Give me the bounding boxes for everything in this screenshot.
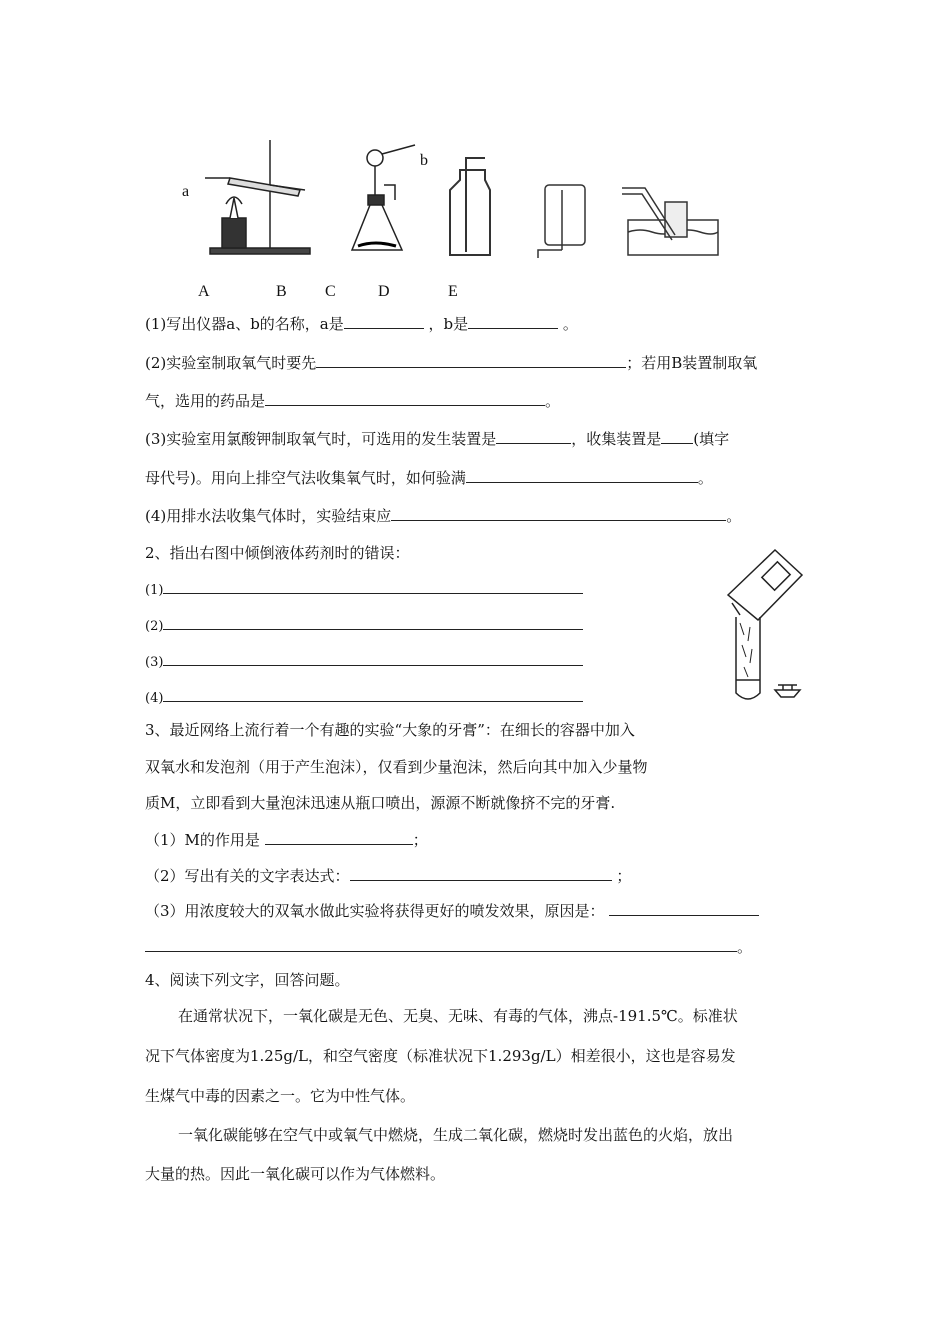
q2-blank-2[interactable] — [163, 614, 583, 630]
label-a: a — [182, 183, 190, 200]
q3-sub-3-text: （3）用浓度较大的双氧水做此实验将获得更好的喷发效果，原因是： — [145, 902, 605, 920]
answer-blank-first-step[interactable] — [316, 352, 626, 368]
caption-c: C — [325, 283, 336, 300]
q3-blank-3b[interactable] — [145, 936, 737, 952]
answer-blank-end-experiment[interactable] — [391, 505, 726, 521]
q1-part1-text-b: ，b是 — [428, 315, 469, 333]
apparatus-figure — [170, 140, 730, 270]
q1-part3-text-d: 母代号)。用向上排空气法收集氧气时，如何验满 — [145, 469, 466, 487]
q1-part3-end: 。 — [697, 469, 713, 487]
q4-para1-line3: 生煤气中毒的因素之一。它为中性气体。 — [145, 1087, 416, 1105]
q3-line-2: 双氧水和发泡剂（用于产生泡沫），仅看到少量泡沫，然后向其中加入少量物 — [145, 758, 648, 776]
answer-blank-reagents[interactable] — [265, 390, 545, 406]
answer-blank-generator[interactable] — [496, 428, 571, 444]
q1-part1-end: 。 — [562, 315, 578, 333]
q2-item-2 — [145, 614, 583, 637]
q1-part3 — [145, 428, 729, 449]
q4-title: 4、阅读下列文字，回答问题。 — [145, 971, 350, 989]
caption-e: E — [448, 283, 458, 300]
caption-b: B — [276, 283, 287, 300]
q1-part4-text: (4)用排水法收集气体时，实验结束应 — [145, 507, 392, 525]
q2-item-1 — [145, 578, 583, 601]
q3-sub-2 — [145, 865, 631, 886]
q3-blank-3a[interactable] — [609, 900, 759, 916]
q2-item-3-label: (3) — [145, 655, 164, 670]
q4-para1-line1: 在通常状况下，一氧化碳是无色、无臭、无味、有毒的气体，沸点-191.5℃。标准状 — [178, 1007, 738, 1025]
q1-part3-text: (3)实验室用氯酸钾制取氧气时，可选用的发生装置是 — [145, 430, 497, 448]
q3-blank-2[interactable] — [350, 865, 612, 881]
label-b: b — [420, 152, 428, 169]
q1-part2-end: 。 — [545, 392, 561, 410]
q1-part2 — [145, 352, 757, 373]
q4-para2-line1: 一氧化碳能够在空气中或氧气中燃烧，生成二氧化碳，燃烧时发出蓝色的火焰，放出 — [178, 1126, 734, 1144]
q3-sub-1-end: ； — [412, 831, 428, 849]
q1-part3-text-b: ，收集装置是 — [571, 430, 662, 448]
q3-sub-3 — [145, 900, 759, 921]
q1-part4-end: 。 — [726, 507, 742, 525]
q3-line-3: 质M，立即看到大量泡沫迅速从瓶口喷出，源源不断就像挤不完的牙膏. — [145, 794, 616, 812]
answer-blank-check-full[interactable] — [466, 467, 698, 483]
q2-item-3 — [145, 650, 583, 673]
q4-para1-line2: 况下气体密度为1.25g/L，和空气密度（标准状况下1.293g/L）相差很小，这也是容易发 — [145, 1047, 736, 1065]
apparatus-b-drawing — [352, 145, 415, 250]
q1-part2-text-b: ；若用B装置制取氧 — [626, 354, 758, 372]
q2-blank-4[interactable] — [163, 686, 583, 702]
q4-para2-line2: 大量的热。因此一氧化碳可以作为气体燃料。 — [145, 1165, 446, 1183]
q1-part3-cont — [145, 467, 713, 488]
q3-sub-1 — [145, 829, 428, 850]
q1-part3-text-c: (填字 — [693, 430, 730, 448]
q3-blank-1[interactable] — [265, 829, 413, 845]
q3-sub-2-end: ； — [616, 867, 632, 885]
apparatus-c-drawing — [450, 158, 490, 255]
caption-d: D — [378, 283, 390, 300]
q2-blank-3[interactable] — [163, 650, 583, 666]
apparatus-e-drawing — [622, 188, 718, 255]
q3-sub-2-text: （2）写出有关的文字表达式： — [145, 867, 350, 885]
q2-blank-1[interactable] — [163, 578, 583, 594]
q2-item-2-label: (2) — [145, 619, 164, 634]
q3-line-1: 3、最近网络上流行着一个有趣的实验“大象的牙膏”：在细长的容器中加入 — [145, 721, 635, 739]
q1-part1 — [145, 313, 578, 334]
q1-part2-cont — [145, 390, 560, 411]
q3-sub-3-end: 。 — [737, 938, 753, 956]
answer-blank-collector[interactable] — [661, 428, 693, 444]
q2-title: 2、指出右图中倾倒液体药剂时的错误： — [145, 544, 410, 562]
q1-part2-text-c: 气，选用的药品是 — [145, 392, 266, 410]
answer-blank-a[interactable] — [344, 313, 424, 329]
q1-part1-text: (1)写出仪器a、b的名称，a是 — [145, 315, 344, 333]
q1-part4 — [145, 505, 741, 526]
q2-item-4 — [145, 686, 583, 709]
q2-item-4-label: (4) — [145, 691, 164, 706]
q3-sub-1-text: （1）M的作用是 — [145, 831, 260, 849]
caption-a: A — [198, 283, 210, 300]
q3-sub-3-cont — [145, 936, 752, 957]
q2-item-1-label: (1) — [145, 583, 164, 598]
apparatus-d-drawing — [538, 185, 585, 258]
pouring-liquid-figure — [720, 545, 820, 705]
answer-blank-b[interactable] — [468, 313, 558, 329]
q1-part2-text: (2)实验室制取氧气时要先 — [145, 354, 317, 372]
apparatus-a-drawing — [205, 140, 310, 254]
